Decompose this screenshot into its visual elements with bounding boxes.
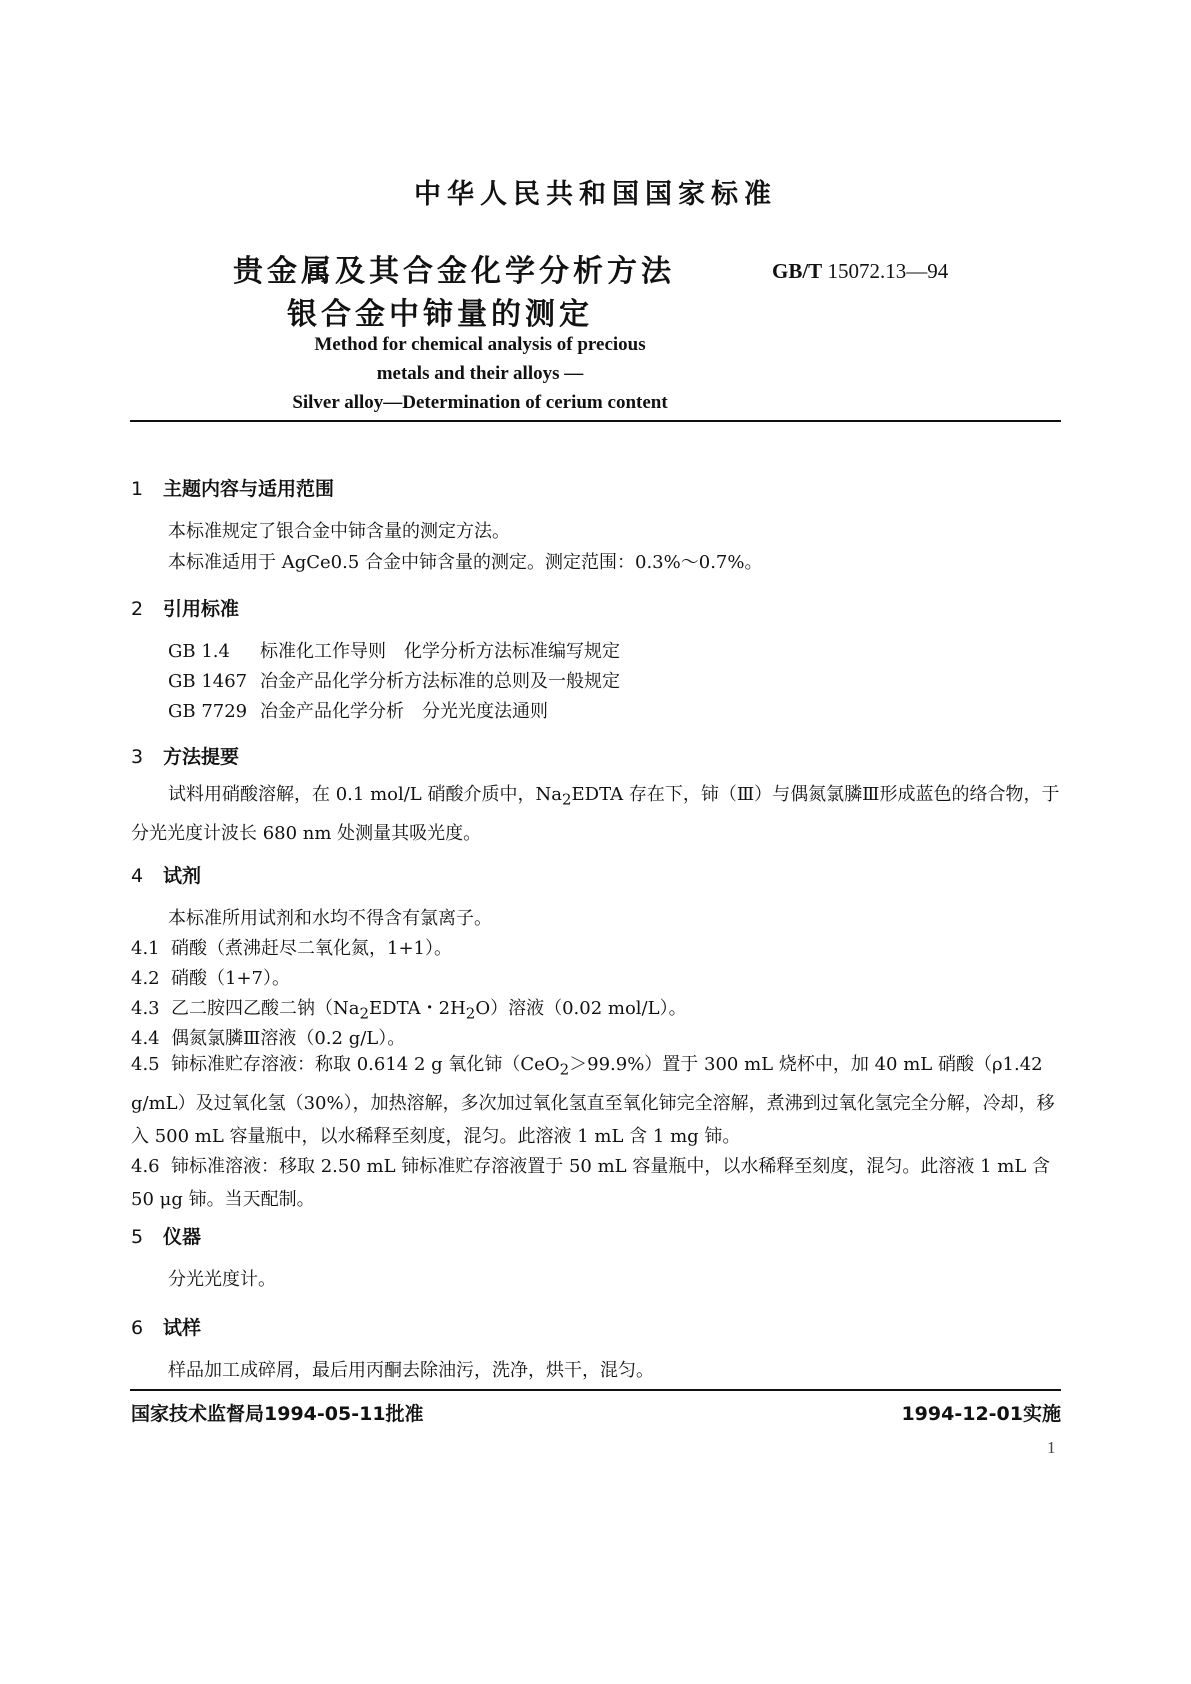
- section-number: 6: [131, 1317, 144, 1339]
- section-title: 仪器: [163, 1226, 202, 1248]
- text-run: 试料用硝酸溶解，在 0.1 mol/L 硝酸介质中，Na: [168, 784, 562, 805]
- section-1-para-2: 本标准适用于 AgCe0.5 合金中铈含量的测定。测定范围：0.3%～0.7%。: [168, 552, 763, 573]
- reference-item: [168, 637, 620, 663]
- title-divider: [130, 420, 1061, 422]
- reagent-item: [131, 964, 290, 990]
- section-4-heading: [131, 861, 201, 888]
- reference-text: 冶金产品化学分析 分光光度法通则: [260, 701, 548, 722]
- national-standard-header: 中华人民共和国国家标准: [414, 179, 777, 210]
- reference-text: 标准化工作导则 化学分析方法标准编写规定: [260, 641, 620, 662]
- item-number: 4.3: [131, 998, 160, 1019]
- reference-item: [168, 667, 620, 693]
- approval-date: 国家技术监督局1994-05-11批准: [131, 1403, 424, 1425]
- text-run: 铈标准贮存溶液：称取 0.614 2 g 氧化铈（CeO: [171, 1054, 560, 1075]
- standard-code: [772, 259, 948, 284]
- item-number: 4.4: [131, 1028, 160, 1049]
- implementation-date: 1994-12-01实施: [901, 1403, 1061, 1425]
- text-run: EDTA 存在下，铈（Ⅲ）与偶氮氯膦Ⅲ形成蓝色的络合物，于分光光度计波长 680 nm 处测量其吸光度。: [131, 784, 1060, 844]
- section-title: 方法提要: [163, 746, 240, 768]
- title-en: [270, 330, 690, 417]
- text-run: 乙二胺四乙酸二钠（Na: [171, 998, 360, 1019]
- section-number: 2: [131, 598, 144, 620]
- reference-code: GB 1.4: [168, 641, 230, 662]
- reagent-item: [131, 1048, 1061, 1153]
- section-1-heading: [131, 474, 334, 501]
- item-text: 硝酸（煮沸赶尽二氧化氮，1+1）。: [171, 938, 452, 959]
- subscript: 2: [559, 1060, 570, 1079]
- section-title: 试样: [163, 1317, 202, 1339]
- item-number: 4.2: [131, 968, 160, 989]
- subscript: 2: [561, 790, 572, 809]
- title-en-line1: Method for chemical analysis of precious: [314, 334, 646, 355]
- page-number: 1: [1047, 1438, 1056, 1457]
- item-number: 4.5: [131, 1054, 160, 1075]
- item-text: 偶氮氯膦Ⅲ溶液（0.2 g/L）。: [171, 1028, 406, 1049]
- text-run: EDTA・2H: [369, 998, 466, 1019]
- reagent-item: [131, 1150, 1061, 1216]
- title-cn-line1: 贵金属及其合金化学分析方法: [233, 254, 675, 289]
- reagent-item: [131, 994, 687, 1023]
- item-text: 硝酸（1+7）。: [171, 968, 290, 989]
- section-3-para: [131, 778, 1061, 850]
- standard-code-prefix: GB/T: [772, 259, 823, 283]
- title-en-line2: metals and their alloys —: [376, 363, 584, 384]
- title-en-line3: Silver alloy—Determination of cerium content: [292, 392, 668, 413]
- section-4-intro: 本标准所用试剂和水均不得含有氯离子。: [168, 908, 492, 929]
- reagent-item: [131, 1024, 405, 1050]
- item-number: 4.6: [131, 1156, 160, 1177]
- title-cn-line2: 银合金中铈量的测定: [287, 297, 593, 332]
- item-number: 4.1: [131, 938, 160, 959]
- section-number: 4: [131, 865, 144, 887]
- section-2-heading: [131, 594, 239, 621]
- section-5-para: 分光光度计。: [168, 1269, 276, 1290]
- section-1-para-1: 本标准规定了银合金中铈含量的测定方法。: [168, 521, 510, 542]
- section-title: 引用标准: [163, 598, 240, 620]
- section-title: 主题内容与适用范围: [163, 478, 335, 500]
- section-5-heading: [131, 1222, 201, 1249]
- item-text: 铈标准溶液：移取 2.50 mL 铈标准贮存溶液置于 50 mL 容量瓶中，以水稀释至刻度，混匀。此溶液 1 mL 含 50 μg 铈。当天配制。: [131, 1156, 1050, 1210]
- section-number: 5: [131, 1226, 144, 1248]
- section-6-para: 样品加工成碎屑，最后用丙酮去除油污，洗净，烘干，混匀。: [168, 1360, 654, 1381]
- section-6-heading: [131, 1313, 201, 1340]
- reference-item: [168, 697, 548, 723]
- section-number: 3: [131, 746, 144, 768]
- reagent-item: [131, 934, 452, 960]
- reference-code: GB 1467: [168, 671, 248, 692]
- footer-divider: [130, 1389, 1061, 1391]
- section-3-heading: [131, 742, 239, 769]
- reference-text: 冶金产品化学分析方法标准的总则及一般规定: [260, 671, 620, 692]
- subscript: 2: [465, 1004, 476, 1023]
- text-run: O）溶液（0.02 mol/L）。: [475, 998, 687, 1019]
- subscript: 2: [359, 1004, 370, 1023]
- reference-code: GB 7729: [168, 701, 248, 722]
- text-run: ＞99.9%）置于 300 mL 烧杯中，加 40 mL 硝酸（ρ1.42 g/mL）及过氧化氢（30%），加热溶解，多次加过氧化氢直至氧化铈完全溶解，煮沸到过氧化氢完全分解，冷却，移入 500 mL 容量瓶中，以水稀释至刻度，混匀。此溶液 1 mL 含 1 mg 铈。: [131, 1054, 1055, 1147]
- section-title: 试剂: [163, 865, 202, 887]
- section-number: 1: [131, 478, 144, 500]
- standard-code-number: 15072.13—94: [827, 259, 949, 283]
